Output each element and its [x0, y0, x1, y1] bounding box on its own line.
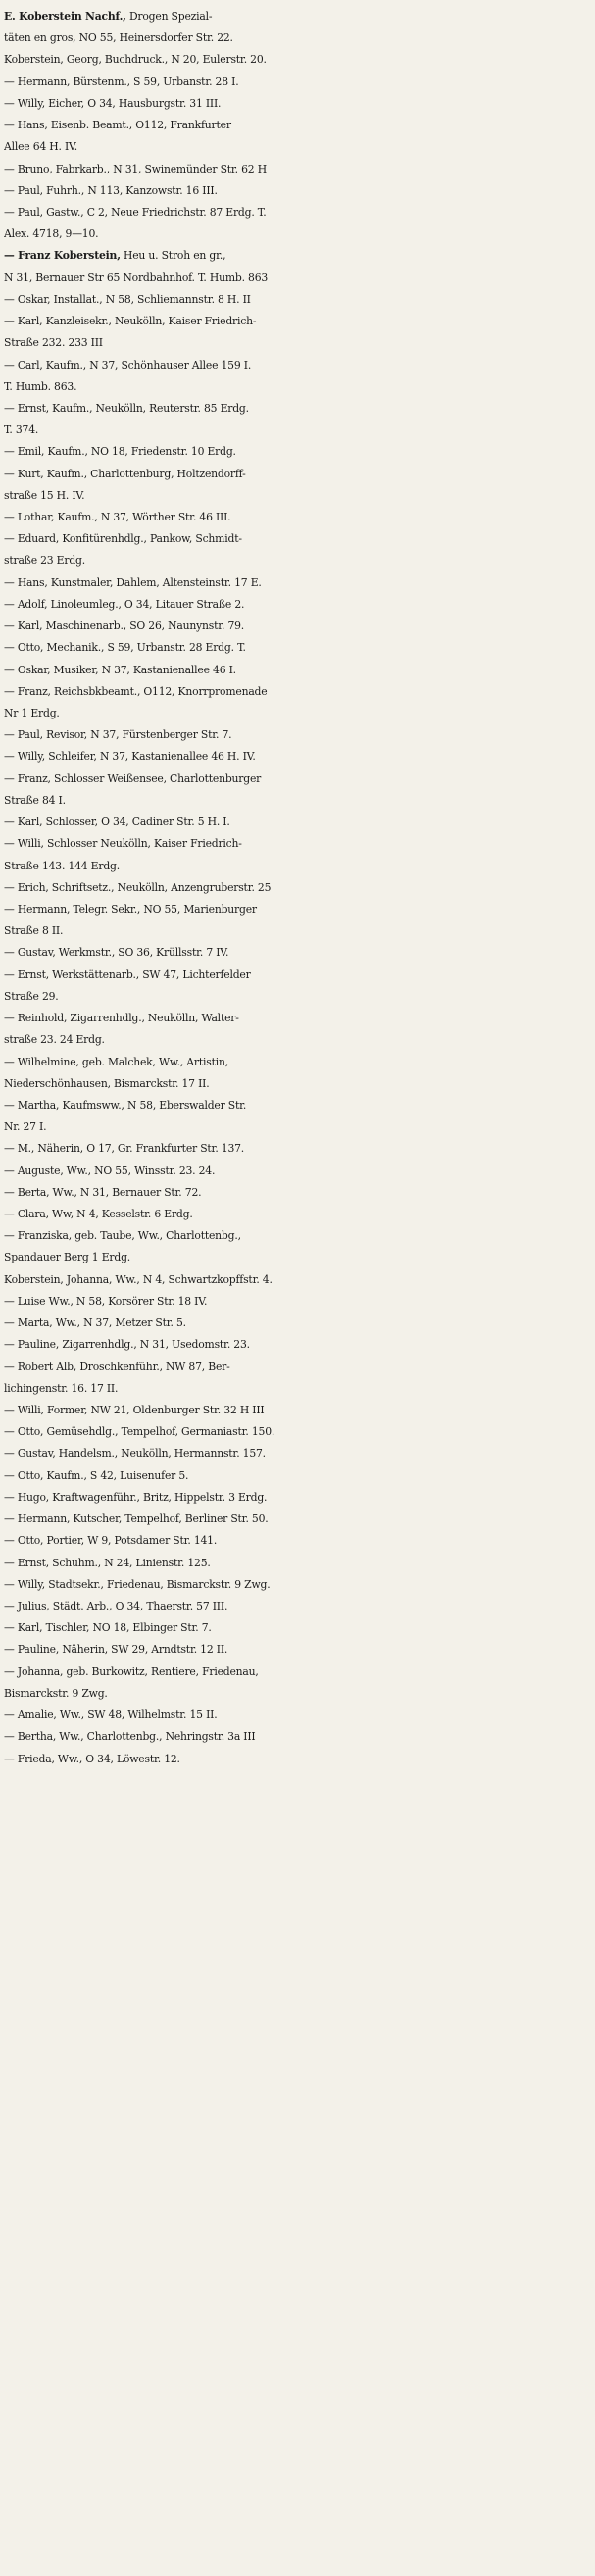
directory-line — [4, 1378, 587, 1400]
entry-text: — Hans, Kunstmaler, Dahlem, Altensteinstr. 17 E. — [4, 575, 262, 589]
directory-line — [4, 398, 587, 420]
entry-text: täten en gros, NO 55, Heinersdorfer Str. 22. — [4, 31, 233, 45]
directory-line — [4, 441, 587, 463]
directory-line — [4, 355, 587, 376]
directory-line — [4, 245, 587, 267]
directory-line — [4, 1247, 587, 1268]
directory-line — [4, 1574, 587, 1596]
directory-line — [4, 1073, 587, 1095]
entry-text: — Johanna, geb. Burkowitz, Rentiere, Friedenau, — [4, 1664, 259, 1678]
entry-text: Drogen Spezial- — [125, 10, 213, 23]
entry-text: Straße 232. 233 III — [4, 336, 103, 350]
entry-text: — Robert Alb, Droschkenführ., NW 87, Ber- — [4, 1360, 230, 1373]
directory-line — [4, 681, 587, 703]
entry-text: — Willy, Eicher, O 34, Hausburgstr. 31 III. — [4, 96, 222, 110]
entry-text: — Oskar, Musiker, N 37, Kastanienallee 46 I. — [4, 663, 236, 676]
entry-text: T. Humb. 863. — [4, 379, 77, 393]
directory-line — [4, 1334, 587, 1356]
entry-text: straße 23 Erdg. — [4, 554, 85, 568]
directory-line — [4, 637, 587, 659]
entry-text: — Gustav, Handelsm., Neukölln, Hermannstr. 157. — [4, 1447, 266, 1461]
directory-line — [4, 1204, 587, 1225]
directory-line — [4, 289, 587, 311]
directory-line — [4, 485, 587, 507]
directory-line — [4, 49, 587, 71]
directory-line — [4, 986, 587, 1008]
directory-line — [4, 159, 587, 180]
directory-line — [4, 1313, 587, 1334]
directory-line — [4, 1161, 587, 1182]
directory-line — [4, 877, 587, 899]
directory-line — [4, 1617, 587, 1639]
entry-text: Bismarckstr. 9 Zwg. — [4, 1686, 108, 1700]
directory-line — [4, 790, 587, 812]
entry-text: — Oskar, Installat., N 58, Schliemannstr. 8 H. II — [4, 292, 251, 306]
entry-text: — Bertha, Ww., Charlottenbg., Nehringstr. 3a III — [4, 1730, 256, 1744]
directory-line — [4, 1661, 587, 1683]
directory-line — [4, 528, 587, 550]
directory-line — [4, 1487, 587, 1509]
entry-text: — Ernst, Schuhm., N 24, Linienstr. 125. — [4, 1556, 211, 1569]
entry-text: — Franz, Reichsbkbeamt., O112, Knorrpromenade — [4, 684, 268, 698]
entry-text: Allee 64 H. IV. — [4, 140, 77, 154]
directory-line — [4, 856, 587, 877]
directory-line — [4, 660, 587, 681]
directory-line — [4, 1705, 587, 1726]
directory-line — [4, 180, 587, 202]
directory-line — [4, 594, 587, 616]
entry-text: Straße 84 I. — [4, 793, 66, 807]
entry-text: — Otto, Gemüsehdlg., Tempelhof, Germaniastr. 150. — [4, 1425, 275, 1439]
directory-line — [4, 768, 587, 790]
entry-text: — Hermann, Kutscher, Tempelhof, Berliner Str. 50. — [4, 1512, 269, 1526]
directory-line — [4, 550, 587, 571]
entry-text: — Eduard, Konfitürenhdlg., Pankow, Schmidt- — [4, 532, 242, 546]
entry-text: — Wilhelmine, geb. Malchek, Ww., Artistin, — [4, 1055, 228, 1068]
directory-line — [4, 899, 587, 920]
entry-text: — Karl, Maschinenarb., SO 26, Naunynstr. 79. — [4, 619, 245, 633]
directory-line — [4, 1357, 587, 1378]
entry-text: lichingenstr. 16. 17 II. — [4, 1381, 119, 1395]
entry-text: — Willi, Schlosser Neukölln, Kaiser Friedrich- — [4, 837, 242, 851]
entry-text: — Hermann, Bürstenm., S 59, Urbanstr. 28 I. — [4, 74, 239, 88]
entry-text: — Martha, Kaufmsww., N 58, Eberswalder Str. — [4, 1098, 247, 1112]
directory-line — [4, 1138, 587, 1160]
entry-text: — Kurt, Kaufm., Charlottenburg, Holtzendorff- — [4, 467, 246, 480]
entry-text: — Reinhold, Zigarrenhdlg., Neukölln, Walter- — [4, 1012, 239, 1025]
directory-line — [4, 1530, 587, 1552]
directory-line — [4, 1029, 587, 1051]
entry-text: Spandauer Berg 1 Erdg. — [4, 1251, 131, 1264]
directory-line — [4, 202, 587, 223]
directory-line — [4, 1116, 587, 1138]
directory-line — [4, 1596, 587, 1617]
directory-line — [4, 332, 587, 354]
directory-line — [4, 1008, 587, 1029]
directory-line — [4, 724, 587, 746]
entry-text: — Ernst, Werkstättenarb., SW 47, Lichterfelder — [4, 967, 251, 981]
directory-line — [4, 376, 587, 398]
directory-line — [4, 1269, 587, 1291]
entry-text: — Erich, Schriftsetz., Neukölln, Anzengruberstr. 25 — [4, 880, 272, 894]
entry-text: N 31, Bernauer Str 65 Nordbahnhof. T. Humb. 863 — [4, 271, 269, 284]
directory-line — [4, 965, 587, 986]
entry-name-bold: — Franz Koberstein, — [4, 249, 121, 263]
entry-text: — Willi, Former, NW 21, Oldenburger Str. 32 H III — [4, 1404, 265, 1416]
directory-line — [4, 920, 587, 942]
entry-text: — Carl, Kaufm., N 37, Schönhauser Allee 159 I. — [4, 358, 252, 372]
directory-line — [4, 1182, 587, 1204]
entry-text: — Gustav, Werkmstr., SO 36, Krüllsstr. 7 IV. — [4, 946, 229, 960]
entry-text: — Hugo, Kraftwagenführ., Britz, Hippelstr. 3 Erdg. — [4, 1490, 268, 1504]
entry-text: straße 15 H. IV. — [4, 488, 85, 502]
entry-text: — Franziska, geb. Taube, Ww., Charlottenbg., — [4, 1229, 241, 1243]
directory-line — [4, 464, 587, 485]
directory-line — [4, 1095, 587, 1116]
entry-text: — Pauline, Näherin, SW 29, Arndtstr. 12 II. — [4, 1643, 228, 1657]
directory-line — [4, 1509, 587, 1530]
directory-line — [4, 1291, 587, 1313]
entry-name-bold: E. Koberstein Nachf., — [4, 10, 126, 23]
directory-line — [4, 507, 587, 528]
directory-line — [4, 746, 587, 768]
entry-text: — M., Näherin, O 17, Gr. Frankfurter Str. 137. — [4, 1142, 245, 1156]
entry-text: — Amalie, Ww., SW 48, Wilhelmstr. 15 II. — [4, 1709, 218, 1722]
entry-text: — Paul, Revisor, N 37, Fürstenberger Str. 7. — [4, 728, 232, 742]
entry-text: Niederschönhausen, Bismarckstr. 17 II. — [4, 1076, 210, 1090]
directory-line — [4, 6, 587, 27]
entry-text: Straße 143. 144 Erdg. — [4, 859, 120, 872]
directory-line — [4, 812, 587, 833]
directory-line — [4, 1683, 587, 1705]
entry-text: Nr. 27 I. — [4, 1120, 47, 1134]
directory-line — [4, 93, 587, 115]
entry-text: — Pauline, Zigarrenhdlg., N 31, Usedomstr. 23. — [4, 1338, 250, 1352]
entry-text: — Karl, Kanzleisekr., Neukölln, Kaiser Friedrich- — [4, 315, 257, 328]
directory-line — [4, 1052, 587, 1073]
entry-text: Alex. 4718, 9—10. — [4, 227, 99, 241]
entry-text: Heu u. Stroh en gr., — [120, 249, 226, 263]
directory-line — [4, 27, 587, 49]
entry-text: — Karl, Tischler, NO 18, Elbinger Str. 7. — [4, 1621, 212, 1635]
entry-text: — Auguste, Ww., NO 55, Winsstr. 23. 24. — [4, 1164, 216, 1177]
entry-text: Straße 8 II. — [4, 924, 64, 938]
entry-text: — Clara, Ww, N 4, Kesselstr. 6 Erdg. — [4, 1208, 193, 1221]
directory-line — [4, 1400, 587, 1421]
entry-text: — Bruno, Fabrkarb., N 31, Swinemünder Str. 62 H — [4, 162, 267, 175]
entry-text: — Berta, Ww., N 31, Bernauer Str. 72. — [4, 1185, 202, 1199]
entry-text: — Hermann, Telegr. Sekr., NO 55, Marienburger — [4, 902, 257, 916]
directory-line — [4, 420, 587, 441]
entry-text: — Otto, Kaufm., S 42, Luisenufer 5. — [4, 1468, 189, 1482]
entry-text: Koberstein, Johanna, Ww., N 4, Schwartzkopffstr. 4. — [4, 1272, 273, 1286]
directory-column — [4, 6, 587, 1770]
entry-text: Koberstein, Georg, Buchdruck., N 20, Eulerstr. 20. — [4, 53, 267, 67]
directory-line — [4, 223, 587, 245]
entry-text: — Luise Ww., N 58, Korsörer Str. 18 IV. — [4, 1294, 208, 1308]
directory-line — [4, 1749, 587, 1770]
entry-text: — Karl, Schlosser, O 34, Cadiner Str. 5 H. I. — [4, 816, 230, 829]
directory-line — [4, 833, 587, 855]
entry-text: — Willy, Stadtsekr., Friedenau, Bismarckstr. 9 Zwg. — [4, 1577, 271, 1591]
directory-line — [4, 616, 587, 637]
entry-text: — Julius, Städt. Arb., O 34, Thaerstr. 57 III. — [4, 1599, 228, 1612]
entry-text: — Marta, Ww., N 37, Metzer Str. 5. — [4, 1316, 186, 1330]
directory-line — [4, 1225, 587, 1247]
directory-line — [4, 572, 587, 594]
directory-line — [4, 1726, 587, 1748]
entry-text: — Frieda, Ww., O 34, Löwestr. 12. — [4, 1752, 180, 1765]
directory-line — [4, 1553, 587, 1574]
directory-line — [4, 1443, 587, 1464]
entry-text: — Otto, Portier, W 9, Potsdamer Str. 141. — [4, 1534, 218, 1548]
directory-line — [4, 136, 587, 158]
entry-text: — Lothar, Kaufm., N 37, Wörther Str. 46 III. — [4, 511, 231, 524]
directory-line — [4, 115, 587, 136]
directory-line — [4, 1421, 587, 1443]
entry-text: — Ernst, Kaufm., Neukölln, Reuterstr. 85 Erdg. — [4, 401, 249, 415]
entry-text: — Emil, Kaufm., NO 18, Friedenstr. 10 Erdg. — [4, 445, 236, 459]
entry-text: — Willy, Schleifer, N 37, Kastanienallee 46 H. IV. — [4, 750, 256, 764]
entry-text: Straße 29. — [4, 989, 59, 1003]
directory-line — [4, 942, 587, 964]
entry-text: T. 374. — [4, 423, 39, 437]
entry-text: — Hans, Eisenb. Beamt., O112, Frankfurter — [4, 119, 231, 132]
directory-line — [4, 268, 587, 289]
entry-text: straße 23. 24 Erdg. — [4, 1033, 105, 1047]
entry-text: — Paul, Gastw., C 2, Neue Friedrichstr. 87 Erdg. T. — [4, 205, 267, 219]
entry-text: — Franz, Schlosser Weißensee, Charlottenburger — [4, 771, 262, 785]
directory-line — [4, 311, 587, 332]
entry-text: — Paul, Fuhrh., N 113, Kanzowstr. 16 III. — [4, 183, 218, 197]
entry-text: Nr 1 Erdg. — [4, 707, 60, 719]
directory-line — [4, 703, 587, 724]
entry-text: — Otto, Mechanik., S 59, Urbanstr. 28 Erdg. T. — [4, 641, 246, 655]
directory-line — [4, 1465, 587, 1487]
directory-line — [4, 1639, 587, 1660]
entry-text: — Adolf, Linoleumleg., O 34, Litauer Straße 2. — [4, 597, 245, 611]
directory-line — [4, 72, 587, 93]
